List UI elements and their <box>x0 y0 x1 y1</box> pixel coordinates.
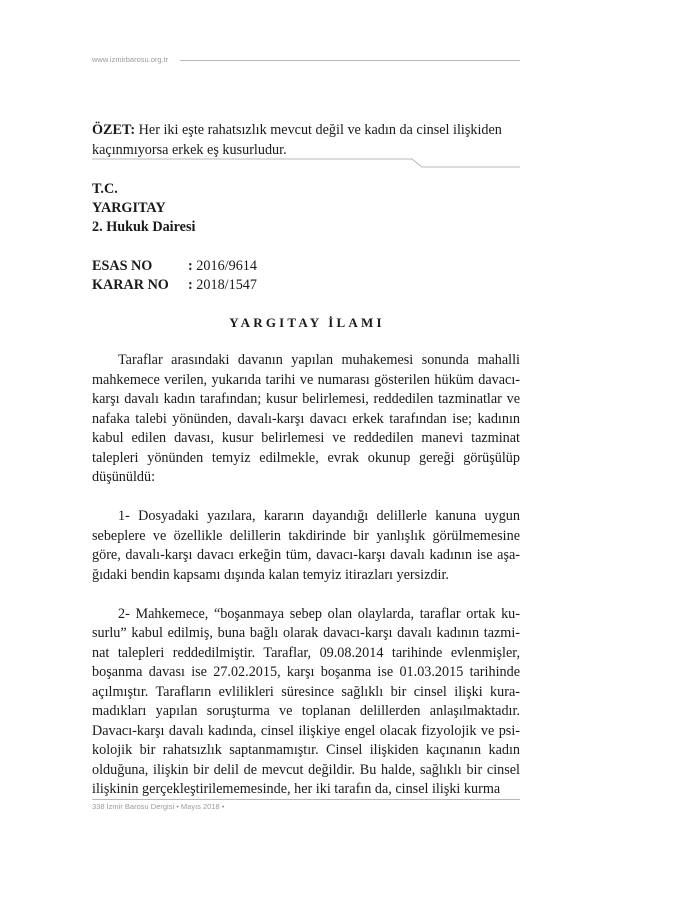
karar-separator: : <box>188 277 197 293</box>
esas-row <box>92 257 257 276</box>
paragraph-intro: Taraflar arasındaki davanın yapılan muhakemesi sonunda mahalli mahkemece verilen, yukarıda tarihi ve numarası gösterilen hüküm davacı-karşı davalı kadın tarafından; kusur belirlemesi, reddedilen tazminatlar ve nafaka talebi yönünden, davalı-karşı davacı erkek tarafından ise; kadının kabul edilen davası, kusur belirlemesi ve reddedilen manevi tazminat talepleri yönünden temyiz edilmekle, evrak okunup gereği görüşülüp düşünüldü: <box>92 352 520 485</box>
karar-label: KARAR NO <box>92 277 169 293</box>
decision-body <box>92 351 520 800</box>
esas-value: 2016/9614 <box>196 258 257 274</box>
esas-separator: : <box>188 258 197 274</box>
court-name: YARGITAY <box>92 200 166 216</box>
header-rule <box>180 60 520 61</box>
karar-row <box>92 276 257 295</box>
page-header <box>92 54 520 66</box>
summary-text: Her iki eşte rahatsızlık mevcut değil ve kadın da cinsel ilişkiden kaçınmıyorsa erkek eş kusurludur. <box>92 122 502 158</box>
court-chamber: 2. Hukuk Dairesi <box>92 219 196 235</box>
footer-rule <box>92 799 520 800</box>
case-numbers <box>92 257 257 295</box>
court-country: T.C. <box>92 181 118 197</box>
court-heading <box>92 180 195 237</box>
summary-divider <box>92 158 520 170</box>
ilam-title: YARGITAY İLAMI <box>229 315 385 330</box>
summary <box>92 120 522 160</box>
header-url: www.izmirbarosu.org.tr <box>92 55 169 64</box>
page-footer <box>92 799 520 813</box>
esas-label: ESAS NO <box>92 258 153 274</box>
paragraph-2: 2- Mahkemece, “boşanmaya sebep olan olaylarda, taraflar ortak kusurlu” kabul edilmiş, buna bağlı olarak davacı-karşı davalı kadının tazminat talepleri reddedilmiştir. Taraflar, 09.08.2014 tarihinde evlenmişler, boşanma davası ise 27.02.2015, karşı boşanma ise 01.03.2015 tarihinde açılmıştır. Tarafların evlilikleri süresince sağlıklı bir cinsel ilişki kuramadıkları yapılan soruşturma ve toplanan delillerden anlaşılmaktadır. Davacı-karşı davalı kadında, cinsel ilişkiye engel olacak fizyolojik ve psikolojik bir rahatsızlık saptanmamıştır. Cinsel ilişkiden kaçınanın kadın olduğuna, ilişkin bir delil de mevcut değildir. Bu halde, sağlıklı bir cinsel ilişkinin gerçekleştirilememesinde, her iki tarafın da, cinsel ilişki kurma <box>92 605 520 797</box>
karar-value: 2018/1547 <box>196 277 257 293</box>
summary-label: ÖZET: <box>92 122 136 138</box>
paragraph-1: 1- Dosyadaki yazılara, kararın dayandığı delillerle kanuna uygun sebeplere ve özellikle delillerin takdirinde bir yanlışlık görülmemesine göre, davalı-karşı davacı erkeğin tüm, davacı-karşı davalı kadının ise aşağıdaki bendin kapsamı dışında kalan temyiz itirazları yersizdir. <box>92 508 520 583</box>
footer-text: 338 İzmir Barosu Dergisi • Mayıs 2018 • <box>92 802 228 811</box>
